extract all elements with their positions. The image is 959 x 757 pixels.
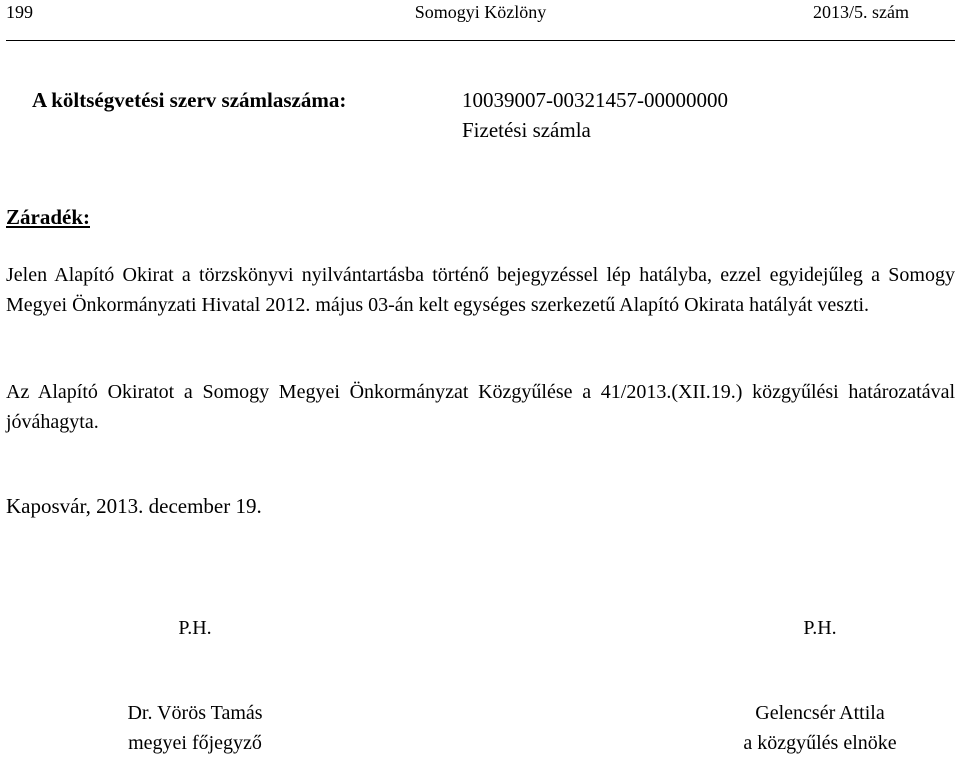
account-label: A költségvetési szerv számlaszáma: (32, 88, 347, 112)
signatory-title: a közgyűlés elnöke (743, 732, 897, 754)
page-header (6, 2, 955, 26)
clause-paragraph-2: Az Alapító Okiratot a Somogy Megyei Önkormányzat Közgyűlése a 41/2013.(XII.19.) közgyűlési határozatával jóváhagyta. (6, 381, 955, 433)
account-number: 10039007-00321457-00000000 (462, 88, 728, 112)
issue-number: 2013/5. szám (813, 2, 909, 22)
signatory-name: Gelencsér Attila (755, 702, 885, 724)
journal-title: Somogyi Közlöny (414, 2, 547, 22)
clause-heading: Záradék: (6, 205, 90, 229)
account-type: Fizetési számla (462, 118, 591, 142)
clause-paragraph-1: Jelen Alapító Okirat a törzskönyvi nyilvántartásba történő bejegyzéssel lép hatályba, ezzel egyidejűleg a Somogy Megyei Önkormányzati Hivatal 2012. május 03-án kelt egységes szerkezetű Alapító Okirata hatályát veszti. (6, 264, 955, 316)
page-number: 199 (6, 2, 33, 22)
signatory-name: Dr. Vörös Tamás (127, 702, 263, 724)
seal-placeholder: P.H. (178, 617, 212, 639)
header-rule (6, 40, 955, 41)
signatory-title: megyei főjegyző (128, 732, 262, 754)
dateline: Kaposvár, 2013. december 19. (6, 494, 262, 518)
seal-placeholder: P.H. (803, 617, 837, 639)
